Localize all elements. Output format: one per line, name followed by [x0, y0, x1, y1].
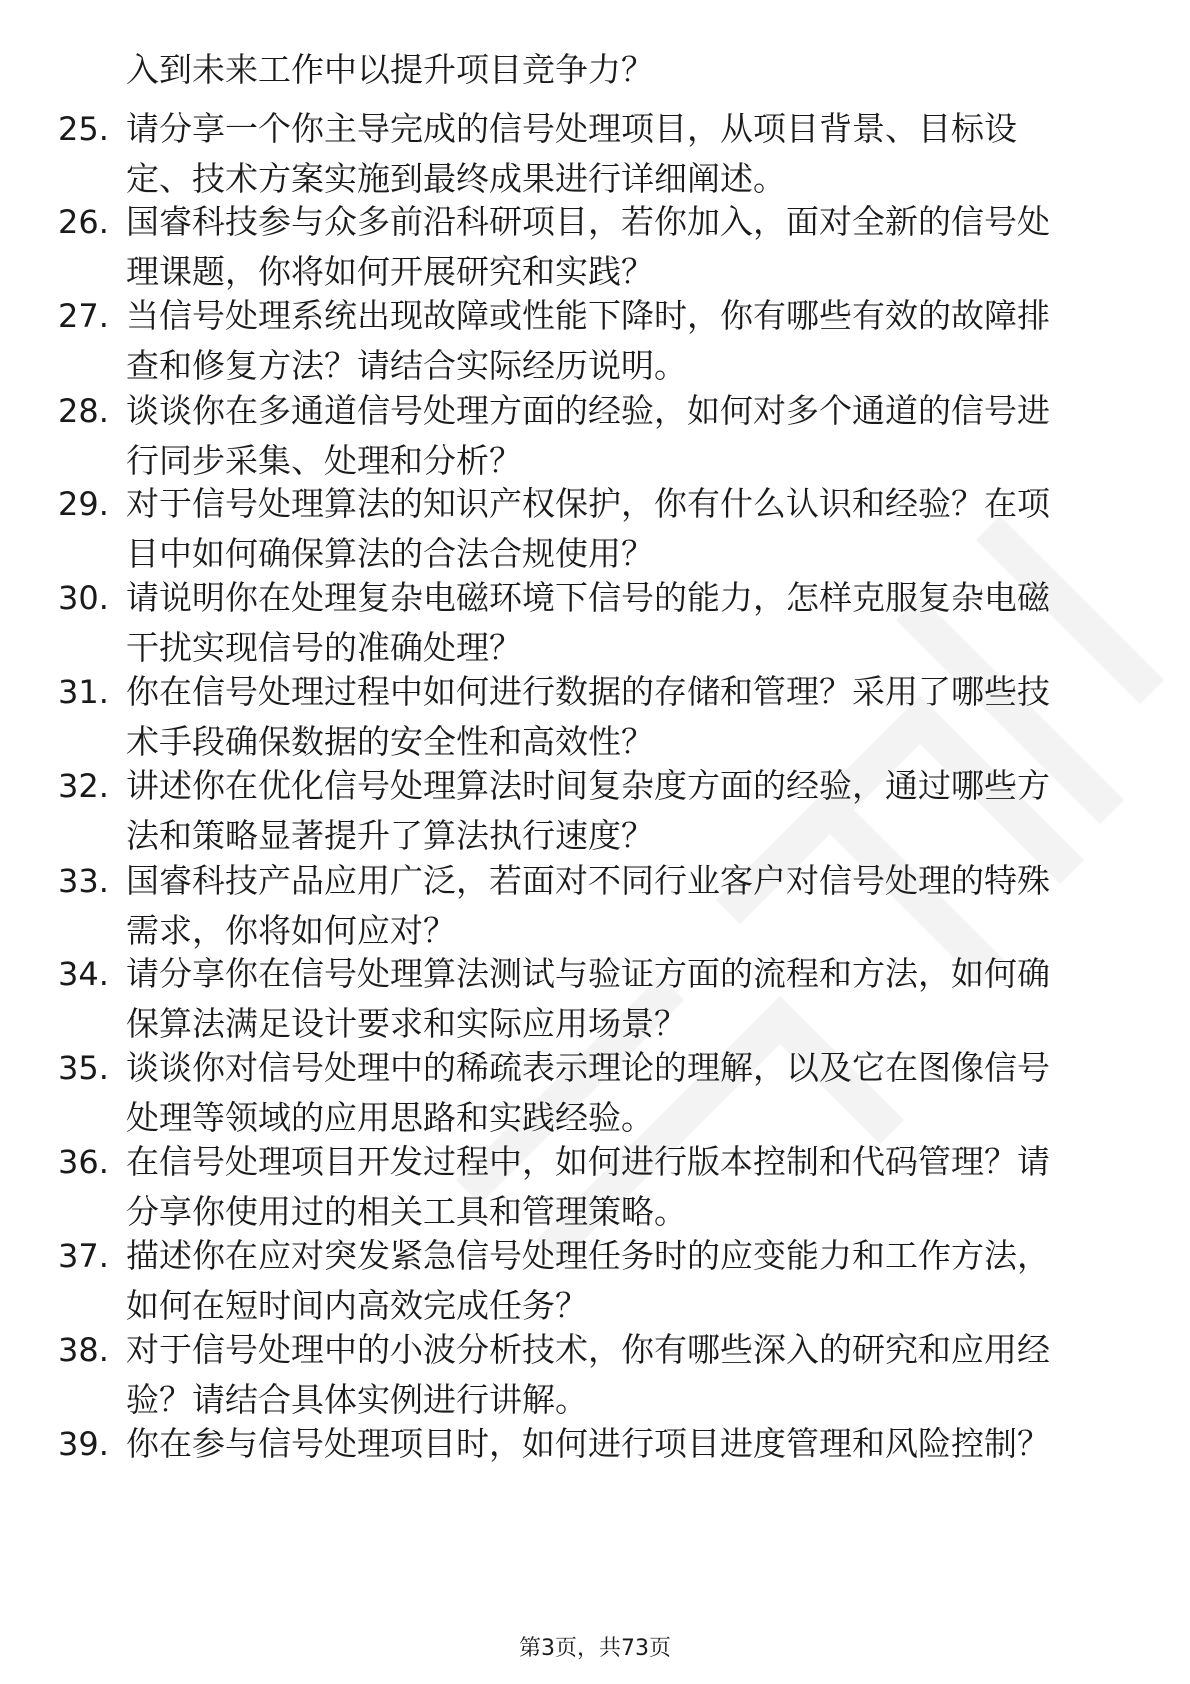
question-line: 讲述你在优化信号处理算法时间复杂度方面的经验，通过哪些方: [126, 766, 1050, 805]
question-number: 30.: [58, 579, 109, 617]
question-line: 请说明你在处理复杂电磁环境下信号的能力，怎样克服复杂电磁: [126, 578, 1050, 617]
question-line: 查和修复方法？请结合实际经历说明。: [126, 346, 687, 385]
question-line: 目中如何确保算法的合法合规使用？: [126, 534, 654, 573]
question-line: 对于信号处理中的小波分析技术，你有哪些深入的研究和应用经: [126, 1330, 1050, 1369]
question-line: 术手段确保数据的安全性和高效性？: [126, 722, 654, 761]
question-line: 定、技术方案实施到最终成果进行详细阐述。: [126, 159, 786, 198]
question-number: 34.: [58, 955, 109, 993]
question-line: 你在信号处理过程中如何进行数据的存储和管理？采用了哪些技: [126, 672, 1050, 711]
question-number: 33.: [58, 862, 109, 900]
question-line: 行同步采集、处理和分析？: [126, 441, 522, 480]
question-line: 法和策略显著提升了算法执行速度？: [126, 816, 654, 855]
question-line: 在信号处理项目开发过程中，如何进行版本控制和代码管理？请: [126, 1142, 1050, 1181]
question-number: 26.: [58, 203, 109, 241]
question-line: 请分享一个你主导完成的信号处理项目，从项目背景、目标设: [126, 109, 1017, 148]
question-number: 27.: [58, 297, 109, 335]
question-line: 需求，你将如何应对？: [126, 911, 456, 950]
question-number: 39.: [58, 1425, 109, 1463]
question-number: 37.: [58, 1237, 109, 1275]
question-line: 当信号处理系统出现故障或性能下降时，你有哪些有效的故障排: [126, 296, 1050, 335]
question-line: 保算法满足设计要求和实际应用场景？: [126, 1004, 687, 1043]
question-number: 38.: [58, 1331, 109, 1369]
question-line: 干扰实现信号的准确处理？: [126, 628, 522, 667]
question-line: 对于信号处理算法的知识产权保护，你有什么认识和经验？在项: [126, 484, 1050, 523]
question-line: 国睿科技参与众多前沿科研项目，若你加入，面对全新的信号处: [126, 202, 1050, 241]
question-line: 谈谈你在多通道信号处理方面的经验，如何对多个通道的信号进: [126, 391, 1050, 430]
page-number-footer: 第3页，共73页: [519, 1636, 671, 1661]
question-number: 32.: [58, 767, 109, 805]
question-line: 谈谈你对信号处理中的稀疏表示理论的理解，以及它在图像信号: [126, 1048, 1050, 1087]
question-line: 国睿科技产品应用广泛，若面对不同行业客户对信号处理的特殊: [126, 861, 1050, 900]
question-line: 你在参与信号处理项目时，如何进行项目进度管理和风险控制？: [126, 1424, 1050, 1463]
question-line: 如何在短时间内高效完成任务？: [126, 1286, 588, 1325]
question-number: 28.: [58, 392, 109, 430]
question-line: 入到未来工作中以提升项目竞争力？: [126, 50, 654, 89]
question-line: 验？请结合具体实例进行讲解。: [126, 1380, 588, 1419]
question-line: 分享你使用过的相关工具和管理策略。: [126, 1192, 687, 1231]
question-number: 35.: [58, 1049, 109, 1087]
question-number: 29.: [58, 485, 109, 523]
question-line: 理课题，你将如何开展研究和实践？: [126, 252, 654, 291]
question-line: 描述你在应对突发紧急信号处理任务时的应变能力和工作方法，: [126, 1236, 1050, 1275]
question-number: 36.: [58, 1143, 109, 1181]
question-line: 请分享你在信号处理算法测试与验证方面的流程和方法，如何确: [126, 954, 1050, 993]
question-number: 25.: [58, 110, 109, 148]
question-number: 31.: [58, 673, 109, 711]
question-line: 处理等领域的应用思路和实践经验。: [126, 1098, 654, 1137]
